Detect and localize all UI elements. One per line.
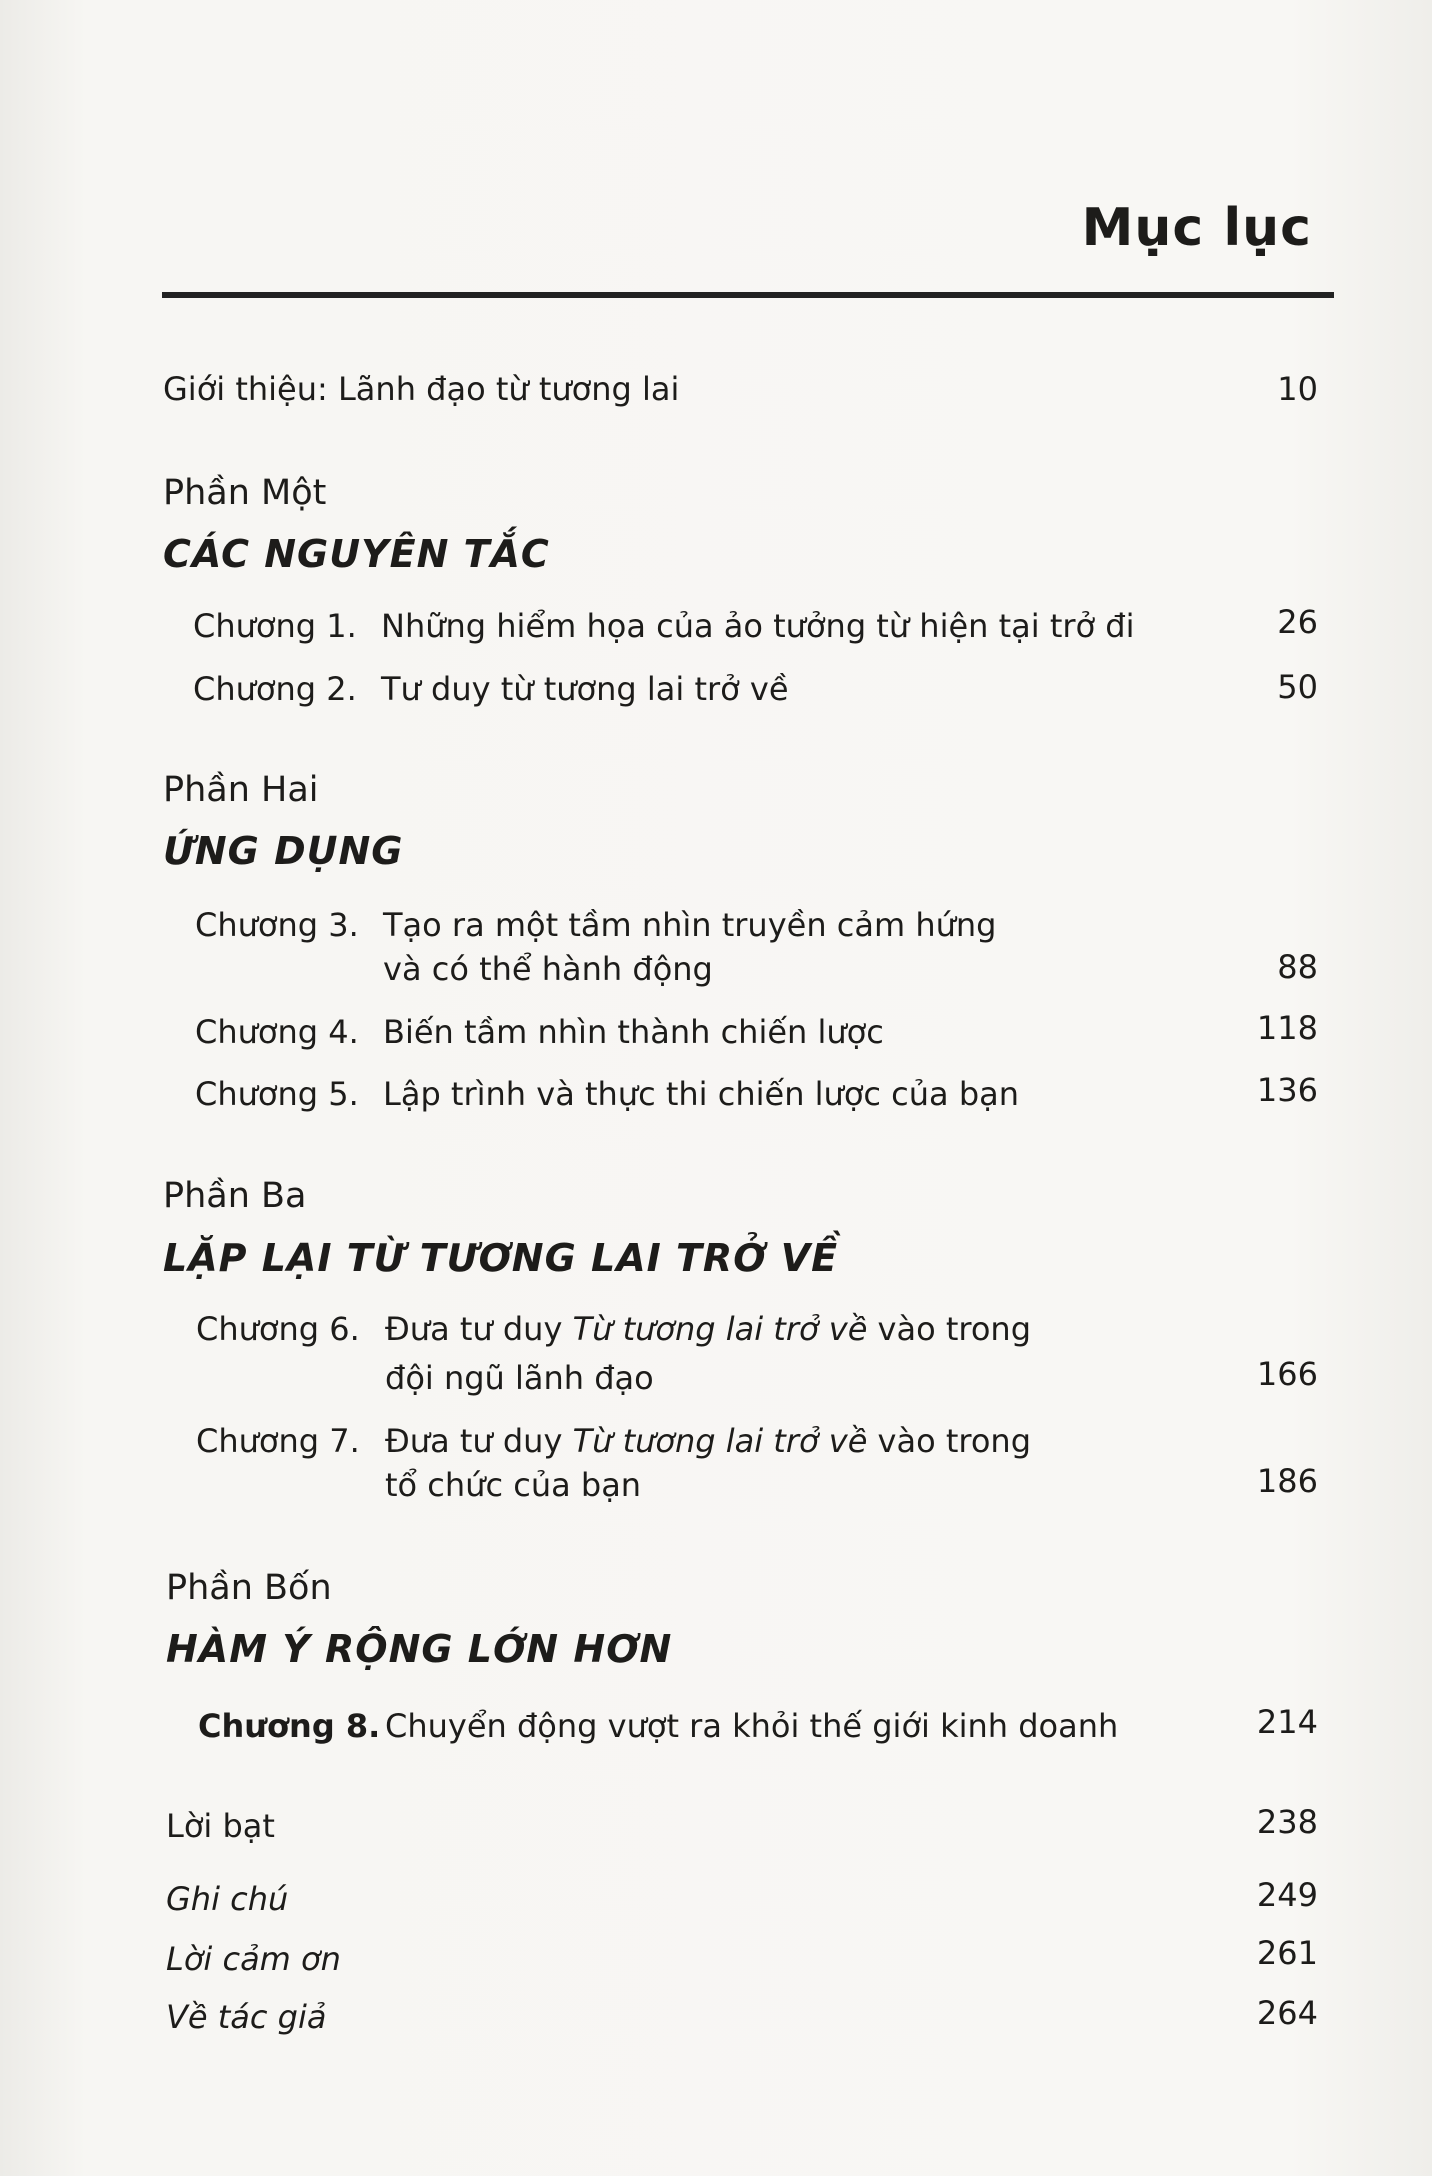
part-2-label: Phần Hai [163,770,319,810]
chapter-3-title-line1: Tạo ra một tầm nhìn truyền cảm hứng [383,906,997,944]
chapter-8-label: Chương 8. [198,1707,381,1745]
chapter-7-label: Chương 7. [196,1422,360,1460]
chapter-6-pre: Đưa tư duy [385,1310,573,1348]
chapter-7-post: vào trong [867,1422,1032,1460]
chapter-7-title-line1 [385,1422,1031,1460]
chapter-6-emphasis: Từ tương lai trở về [572,1310,868,1348]
chapter-7-emphasis: Từ tương lai trở về [572,1422,868,1460]
chapter-3-label: Chương 3. [195,906,359,944]
part-1-label: Phần Một [163,473,327,513]
part-4-title: HÀM Ý RỘNG LỚN HƠN [166,1627,673,1671]
afterword-title: Lời bạt [166,1807,275,1845]
notes-title: Ghi chú [166,1880,289,1918]
part-3-title: LẶP LẠI TỪ TƯƠNG LAI TRỞ VỀ [163,1236,839,1280]
chapter-5-label: Chương 5. [195,1075,359,1113]
title-rule [162,292,1334,298]
chapter-3-title-line2: và có thể hành động [383,950,713,988]
chapter-5-title: Lập trình và thực thi chiến lược của bạn [383,1075,1020,1113]
toc-entry-intro [163,370,679,408]
intro-label: Giới thiệu: [163,370,328,408]
chapter-3-page: 88 [1277,948,1318,986]
part-2-title: ỨNG DỤNG [163,829,404,873]
acknowledgements-page: 261 [1256,1934,1318,1972]
chapter-4-title: Biến tầm nhìn thành chiến lược [383,1013,884,1051]
chapter-8-page: 214 [1256,1703,1318,1741]
part-1-title: CÁC NGUYÊN TẮC [163,532,550,576]
afterword-page: 238 [1256,1803,1318,1841]
chapter-7-page: 186 [1256,1462,1318,1500]
chapter-4-page: 118 [1256,1009,1318,1047]
chapter-2-page: 50 [1277,668,1318,706]
page-title: Mục lục [1081,198,1312,258]
intro-page: 10 [1277,370,1318,408]
chapter-6-post: vào trong [867,1310,1032,1348]
notes-page: 249 [1256,1876,1318,1914]
part-3-label: Phần Ba [163,1176,307,1216]
chapter-2-label: Chương 2. [193,670,357,708]
chapter-7-title-line2: tổ chức của bạn [385,1466,642,1504]
chapter-6-title-line1 [385,1310,1031,1348]
chapter-2-title: Tư duy từ tương lai trở về [381,670,789,708]
chapter-4-label: Chương 4. [195,1013,359,1051]
chapter-6-page: 166 [1256,1355,1318,1393]
part-4-label: Phần Bốn [166,1568,332,1608]
chapter-5-page: 136 [1256,1071,1318,1109]
about-author-title: Về tác giả [166,1998,327,2036]
chapter-1-title: Những hiểm họa của ảo tưởng từ hiện tại trở đi [381,607,1135,645]
chapter-7-pre: Đưa tư duy [385,1422,573,1460]
intro-text: Lãnh đạo từ tương lai [337,370,680,408]
chapter-1-label: Chương 1. [193,607,357,645]
about-author-page: 264 [1256,1994,1318,2032]
chapter-1-page: 26 [1277,603,1318,641]
chapter-6-label: Chương 6. [196,1310,360,1348]
chapter-8-title: Chuyển động vượt ra khỏi thế giới kinh doanh [385,1707,1119,1745]
chapter-6-title-line2: đội ngũ lãnh đạo [385,1359,654,1397]
acknowledgements-title: Lời cảm ơn [166,1940,341,1978]
